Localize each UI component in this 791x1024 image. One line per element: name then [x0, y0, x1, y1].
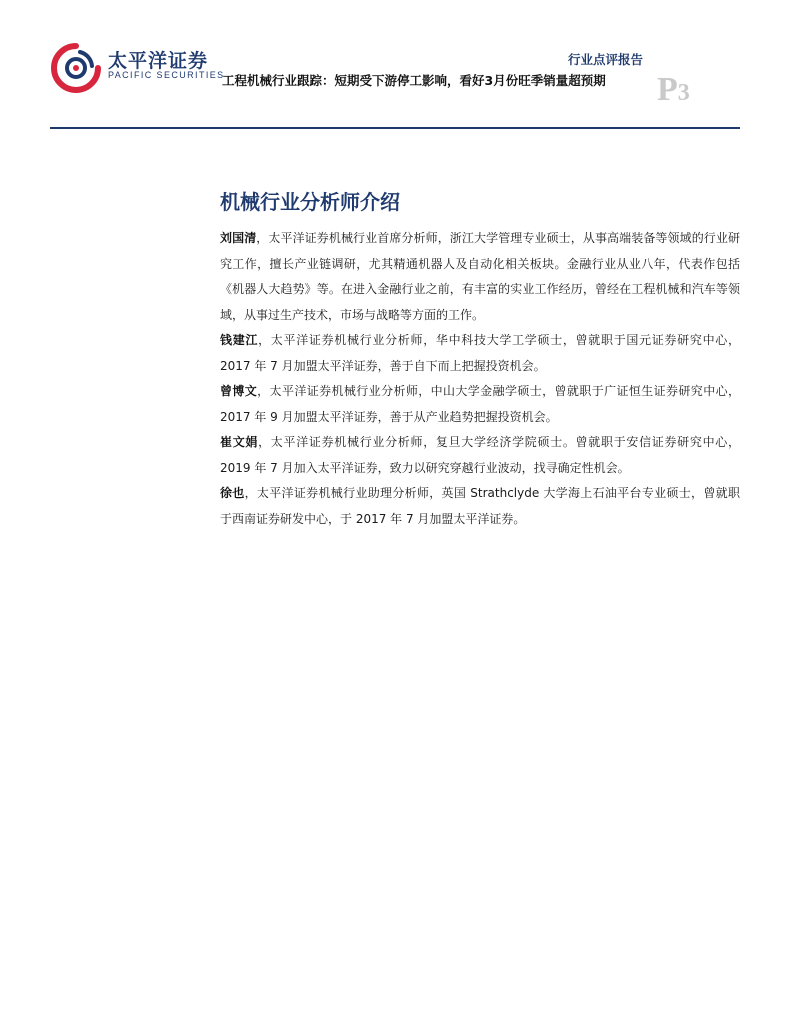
analyst-name: 崔文娟: [220, 435, 259, 449]
analyst-description: ，太平洋证券机械行业助理分析师，英国 Strathclyde 大学海上石油平台专业硕士，曾就职于西南证券研发中心，于 2017 年 7 月加盟太平洋证券。: [220, 486, 740, 526]
pacific-logo-icon: [50, 42, 102, 94]
analyst-name: 钱建江: [220, 333, 259, 347]
analyst-description: ，太平洋证券机械行业首席分析师，浙江大学管理专业硕士，从事高端装备等领域的行业研究工作，擅长产业链调研，尤其精通机器人及自动化相关板块。金融行业从业八年，代表作包括《机器人大趋势》等。在进入金融行业之前，有丰富的实业工作经历，曾经在工程机械和汽车等领域，从事过生产技术，市场与战略等方面的工作。: [220, 231, 740, 322]
analyst-description: ，太平洋证券机械行业分析师，中山大学金融学硕士，曾就职于广证恒生证券研究中心，2017 年 9 月加盟太平洋证券，善于从产业趋势把握投资机会。: [220, 384, 740, 424]
header-divider: [50, 127, 740, 129]
analyst-name: 徐也: [220, 486, 245, 500]
analyst-bio: [220, 481, 740, 532]
analyst-bio: [220, 328, 740, 379]
report-title: 工程机械行业跟踪：短期受下游停工影响，看好3月份旺季销量超预期: [222, 73, 606, 88]
analyst-bios: [220, 226, 740, 532]
analyst-bio: [220, 379, 740, 430]
page-letter: P: [657, 71, 678, 108]
analyst-bio: [220, 430, 740, 481]
analyst-description: ，太平洋证券机械行业分析师，复旦大学经济学院硕士。曾就职于安信证券研究中心，2019 年 7 月加入太平洋证券，致力以研究穿越行业波动，找寻确定性机会。: [220, 435, 740, 475]
report-type-label: 行业点评报告: [567, 52, 643, 67]
section-title: 机械行业分析师介绍: [220, 190, 400, 214]
analyst-bio: [220, 226, 740, 328]
company-logo: [50, 42, 225, 92]
logo-chinese-name: 太平洋证券: [108, 50, 209, 72]
analyst-name: 刘国清: [220, 231, 257, 245]
page-number-digit: 3: [677, 80, 690, 106]
page-number: [657, 73, 690, 107]
analyst-description: ，太平洋证券机械行业分析师，华中科技大学工学硕士，曾就职于国元证券研究中心，2017 年 7 月加盟太平洋证券，善于自下而上把握投资机会。: [220, 333, 740, 373]
logo-english-name: PACIFIC SECURITIES: [108, 70, 225, 80]
analyst-name: 曾博文: [220, 384, 258, 398]
